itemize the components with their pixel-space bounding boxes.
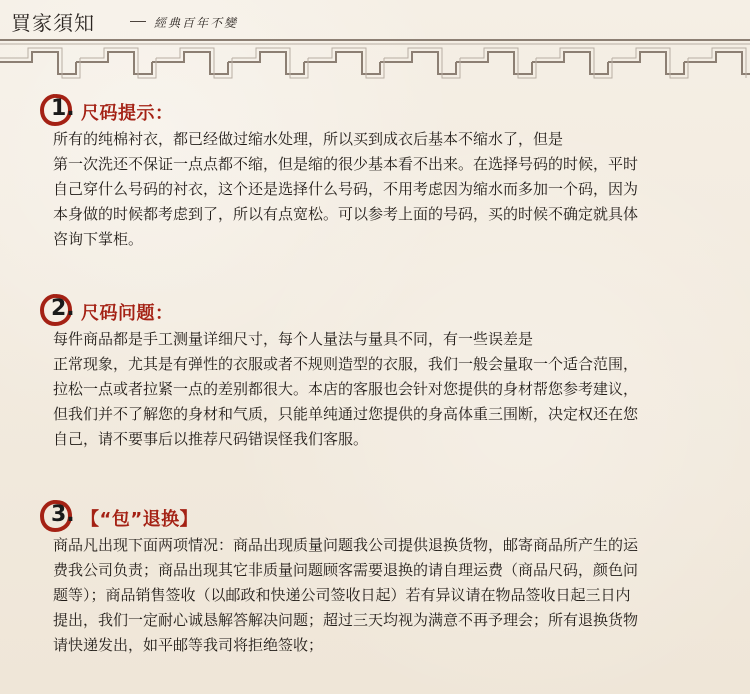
section-title: 尺码提示： — [81, 103, 174, 124]
section-number: 2. — [51, 296, 75, 321]
body-line: 每件商品都是手工测量详细尺寸，每个人量法与量具不同，有一些误差是 — [53, 330, 534, 348]
body-line: 自己穿什么号码的衬衣，这个还是选择什么号码，不用考虑因为缩水而多加一个码，因为 — [53, 180, 639, 198]
section-header — [39, 93, 719, 127]
section-size-tips — [39, 93, 719, 252]
section-header — [39, 499, 719, 533]
body-line: 正常现象，尤其是有弹性的衣服或者不规则造型的衣服，我们一般会量取一个适合范围， — [53, 355, 639, 373]
body-line: 所有的纯棉衬衣，都已经做过缩水处理，所以买到成衣后基本不缩水了，但是 — [53, 130, 564, 148]
section-title: 【“包”退换】 — [81, 509, 199, 530]
body-line: 提出，我们一定耐心诚恳解答解决问题；超过三天均视为满意不再予理会；所有退换货物 — [53, 611, 639, 629]
body-line: 题等）；商品销售签收（以邮政和快递公司签收日起）若有异议请在物品签收日起三日内 — [53, 586, 631, 604]
page-subtitle-text: 經典百年不變 — [154, 16, 239, 30]
page-subtitle — [130, 14, 238, 31]
body-line: 咨询下掌柜。 — [53, 230, 144, 248]
body-line: 费我公司负责；商品出现其它非质量问题顾客需要退换的请自理运费（商品尺码，颜色问 — [53, 561, 639, 579]
body-line: 本身做的时候都考虑到了，所以有点宽松。可以参考上面的号码，买的时候不确定就具体 — [53, 205, 639, 223]
section-return-policy — [39, 499, 719, 658]
body-line: 自己，请不要事后以推荐尺码错误怪我们客服。 — [53, 430, 369, 448]
body-line: 但我们并不了解您的身材和气质，只能单纯通过您提供的身高体重三围断，决定权还在您 — [53, 405, 639, 423]
section-title: 尺码问题： — [81, 303, 174, 324]
body-line: 拉松一点或者拉紧一点的差别都很大。本店的客服也会针对您提供的身材帮您参考建议， — [53, 380, 639, 398]
section-number: 1. — [51, 96, 75, 121]
chinese-fret-border — [0, 34, 750, 82]
section-size-issues — [39, 293, 719, 452]
body-line: 第一次洗还不保证一点点都不缩，但是缩的很少基本看不出来。在选择号码的时候，平时 — [53, 155, 639, 173]
section-number: 3. — [51, 502, 75, 527]
body-line: 商品凡出现下面两项情况：商品出现质量问题我公司提供退换货物，邮寄商品所产生的运 — [53, 536, 639, 554]
body-line: 请快递发出，如平邮等我司将拒绝签收； — [53, 636, 324, 654]
section-body — [39, 533, 719, 658]
page-title: 買家須知 — [11, 11, 95, 35]
section-header — [39, 293, 719, 327]
section-body — [39, 327, 719, 452]
section-body — [39, 127, 719, 252]
